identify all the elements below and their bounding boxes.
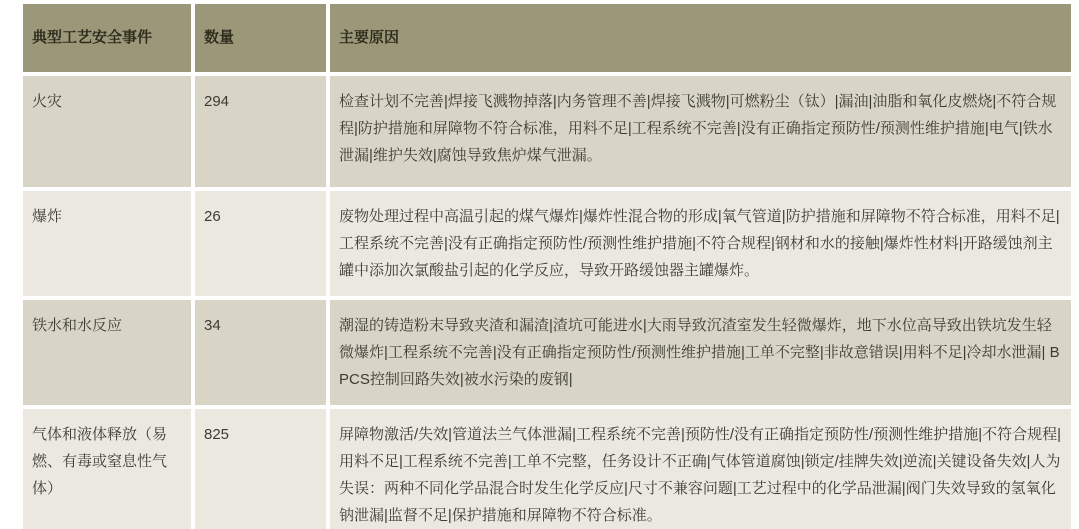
header-event: 典型工艺安全事件 — [23, 4, 191, 72]
header-causes: 主要原因 — [330, 4, 1071, 72]
table-row — [23, 300, 1071, 405]
table-row — [23, 191, 1071, 296]
causes-cell: 屏障物激活/失效|管道法兰气体泄漏|工程系统不完善|预防性/没有正确指定预防性/预测性维护措施|不符合规程|用料不足|工程系统不完善|工单不完整，任务设计不正确|气体管道腐蚀|锁定/挂牌失效|逆流|关键设备失效|人为失误：两种不同化学品混合时发生化学反应|尺寸不兼容问题|工艺过程中的化学品泄漏|阀门失效导致的氢氧化钠泄漏|监督不足|保护措施和屏障物不符合标准。 — [330, 409, 1071, 529]
event-cell: 气体和液体释放（易燃、有毒或窒息性气体） — [23, 409, 191, 529]
event-cell: 铁水和水反应 — [23, 300, 191, 405]
count-cell: 34 — [195, 300, 326, 405]
header-row — [23, 4, 1071, 72]
table-body — [23, 76, 1071, 529]
causes-cell: 潮湿的铸造粉末导致夹渣和漏渣|渣坑可能进水|大雨导致沉渣室发生轻微爆炸，地下水位高导致出铁坑发生轻微爆炸|工程系统不完善|没有正确指定预防性/预测性维护措施|工单不完整|非故意错误|用料不足|冷却水泄漏| BPCS控制回路失效|被水污染的废钢| — [330, 300, 1071, 405]
header-count: 数量 — [195, 4, 326, 72]
safety-events-table — [19, 0, 1075, 529]
table-row — [23, 76, 1071, 187]
causes-cell: 检查计划不完善|焊接飞溅物掉落|内务管理不善|焊接飞溅物|可燃粉尘（钛）|漏油|油脂和氧化皮燃烧|不符合规程|防护措施和屏障物不符合标准，用料不足|工程系统不完善|没有正确指定预防性/预测性维护措施|电气|铁水泄漏|维护失效|腐蚀导致焦炉煤气泄漏。 — [330, 76, 1071, 187]
count-cell: 26 — [195, 191, 326, 296]
table-row — [23, 409, 1071, 529]
table-header — [23, 4, 1071, 72]
count-cell: 294 — [195, 76, 326, 187]
causes-cell: 废物处理过程中高温引起的煤气爆炸|爆炸性混合物的形成|氧气管道|防护措施和屏障物不符合标准，用料不足|工程系统不完善|没有正确指定预防性/预测性维护措施|不符合规程|钢材和水的接触|爆炸性材料|开路缓蚀剂主罐中添加次氯酸盐引起的化学反应，导致开路缓蚀器主罐爆炸。 — [330, 191, 1071, 296]
count-cell: 825 — [195, 409, 326, 529]
event-cell: 火灾 — [23, 76, 191, 187]
event-cell: 爆炸 — [23, 191, 191, 296]
